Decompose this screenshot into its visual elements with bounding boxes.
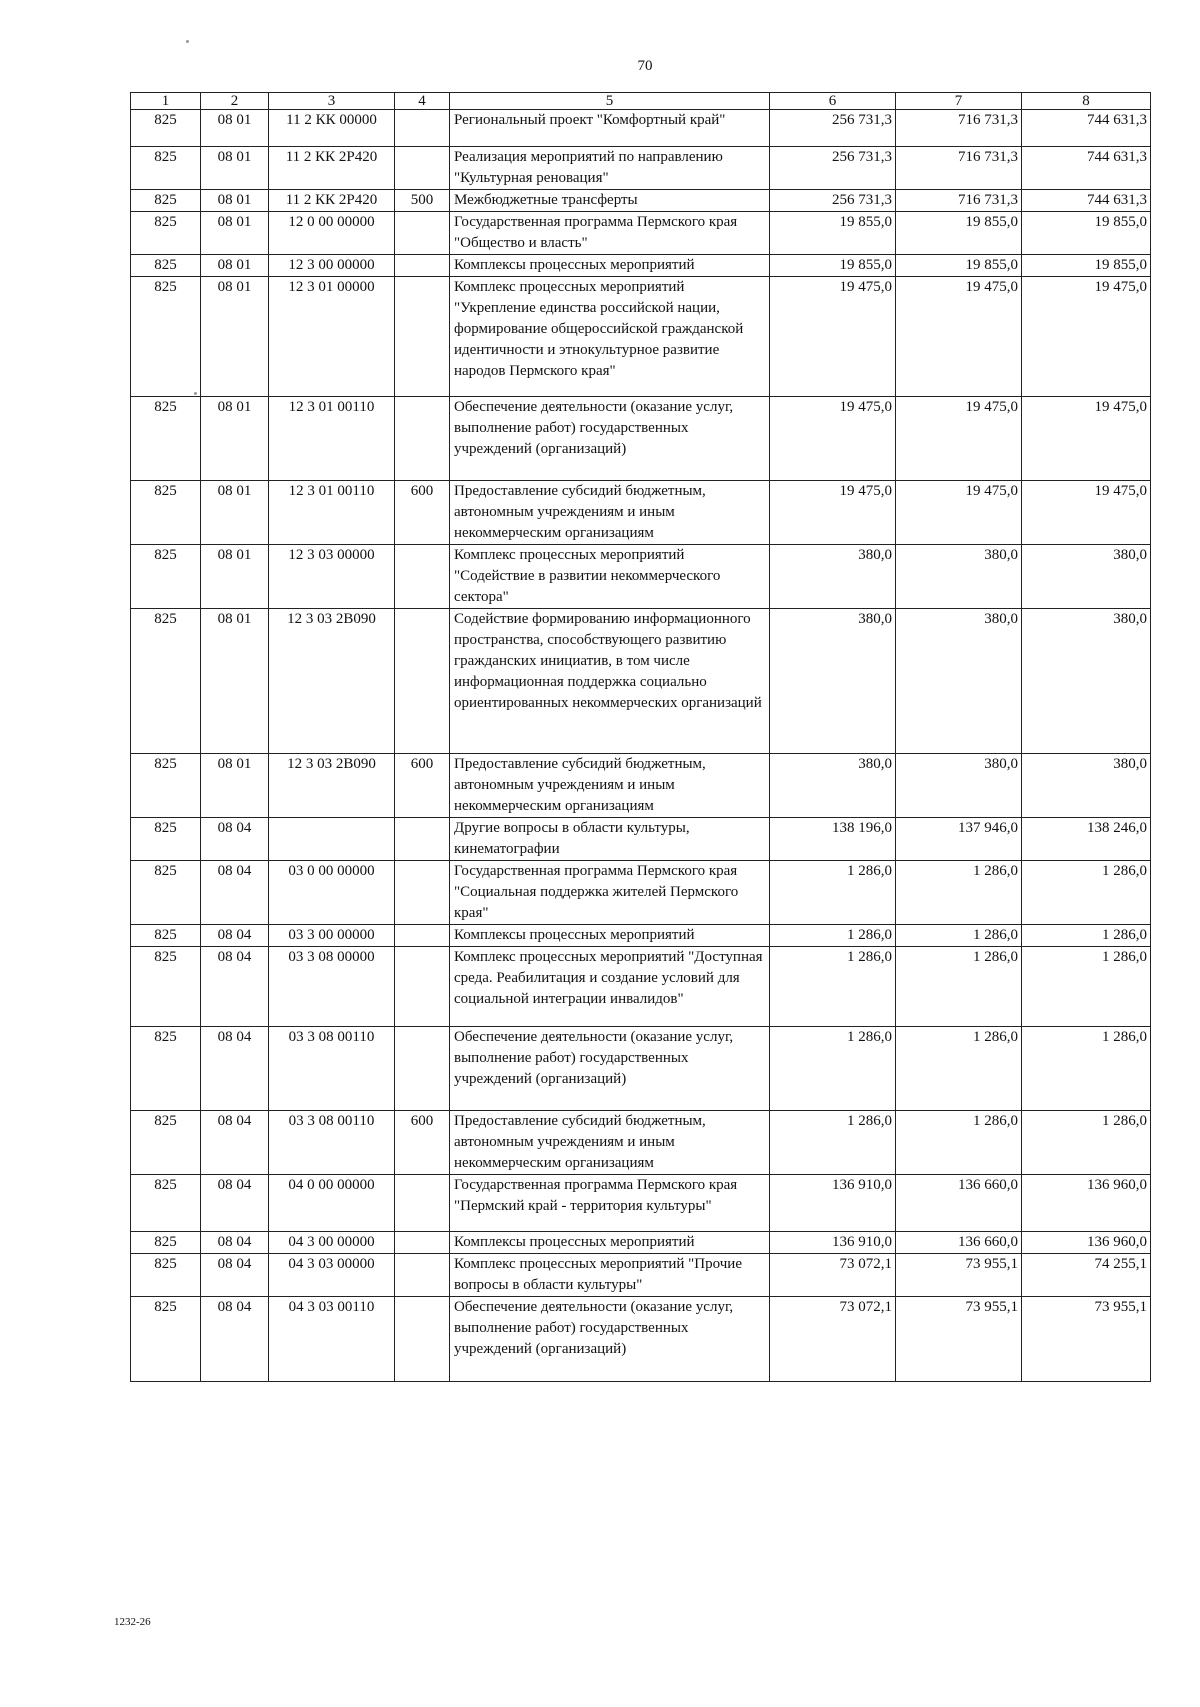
section-code-cell: 08 01	[201, 277, 269, 397]
amount-year1-cell: 1 286,0	[770, 1111, 896, 1175]
description-cell: Обеспечение деятельности (оказание услуг, выполнение работ) государственных учреждений (организаций)	[450, 397, 770, 481]
amount-year1-cell: 256 731,3	[770, 190, 896, 212]
scan-speck	[194, 392, 197, 395]
amount-year3-cell: 1 286,0	[1022, 1027, 1151, 1111]
description-cell: Комплекс процессных мероприятий "Содействие в развитии некоммерческого сектора"	[450, 545, 770, 609]
amount-year2-cell: 380,0	[896, 754, 1022, 818]
description-cell: Региональный проект "Комфортный край"	[450, 110, 770, 147]
admin-code-cell: 825	[131, 397, 201, 481]
amount-year3-cell: 136 960,0	[1022, 1175, 1151, 1232]
description-cell: Обеспечение деятельности (оказание услуг, выполнение работ) государственных учреждений (организаций)	[450, 1297, 770, 1382]
section-code-cell: 08 04	[201, 1111, 269, 1175]
section-code-cell: 08 04	[201, 1232, 269, 1254]
table-row	[131, 110, 1151, 147]
admin-code-cell: 825	[131, 147, 201, 190]
target-code-cell: 11 2 КК 2Р420	[269, 190, 395, 212]
amount-year2-cell: 73 955,1	[896, 1254, 1022, 1297]
admin-code-cell: 825	[131, 110, 201, 147]
admin-code-cell: 825	[131, 545, 201, 609]
section-code-cell: 08 04	[201, 925, 269, 947]
description-cell: Предоставление субсидий бюджетным, автономным учреждениям и иным некоммерческим организациям	[450, 1111, 770, 1175]
target-code-cell: 04 3 00 00000	[269, 1232, 395, 1254]
section-code-cell: 08 04	[201, 1175, 269, 1232]
description-cell: Комплексы процессных мероприятий	[450, 255, 770, 277]
section-code-cell: 08 01	[201, 212, 269, 255]
amount-year2-cell: 73 955,1	[896, 1297, 1022, 1382]
amount-year3-cell: 73 955,1	[1022, 1297, 1151, 1382]
amount-year3-cell: 138 246,0	[1022, 818, 1151, 861]
expense-type-cell	[395, 861, 450, 925]
section-code-cell: 08 01	[201, 545, 269, 609]
expense-type-cell	[395, 818, 450, 861]
description-cell: Государственная программа Пермского края "Социальная поддержка жителей Пермского края"	[450, 861, 770, 925]
amount-year2-cell: 19 855,0	[896, 212, 1022, 255]
expense-type-cell	[395, 1254, 450, 1297]
expense-type-cell: 600	[395, 1111, 450, 1175]
target-code-cell: 03 3 08 00110	[269, 1111, 395, 1175]
table-row	[131, 925, 1151, 947]
amount-year1-cell: 73 072,1	[770, 1254, 896, 1297]
admin-code-cell: 825	[131, 861, 201, 925]
header-cell-6: 6	[770, 93, 896, 110]
table-row	[131, 754, 1151, 818]
amount-year3-cell: 19 475,0	[1022, 481, 1151, 545]
amount-year3-cell: 1 286,0	[1022, 1111, 1151, 1175]
admin-code-cell: 825	[131, 190, 201, 212]
table-header	[131, 93, 1151, 110]
expense-type-cell	[395, 147, 450, 190]
table-row	[131, 255, 1151, 277]
amount-year2-cell: 136 660,0	[896, 1232, 1022, 1254]
amount-year3-cell: 19 475,0	[1022, 277, 1151, 397]
amount-year1-cell: 1 286,0	[770, 947, 896, 1027]
table-row	[131, 1254, 1151, 1297]
amount-year1-cell: 380,0	[770, 609, 896, 754]
amount-year3-cell: 1 286,0	[1022, 947, 1151, 1027]
description-cell: Комплекс процессных мероприятий "Укрепление единства российской нации, формирование общероссийской гражданской идентичности и этнокультурное развитие народов Пермского края"	[450, 277, 770, 397]
amount-year1-cell: 380,0	[770, 545, 896, 609]
section-code-cell: 08 01	[201, 190, 269, 212]
amount-year3-cell: 744 631,3	[1022, 190, 1151, 212]
admin-code-cell: 825	[131, 212, 201, 255]
description-cell: Комплекс процессных мероприятий "Прочие вопросы в области культуры"	[450, 1254, 770, 1297]
scan-speck	[186, 40, 189, 43]
amount-year3-cell: 380,0	[1022, 545, 1151, 609]
description-cell: Комплекс процессных мероприятий "Доступная среда. Реабилитация и создание условий для социальной интеграции инвалидов"	[450, 947, 770, 1027]
amount-year3-cell: 380,0	[1022, 609, 1151, 754]
section-code-cell: 08 04	[201, 947, 269, 1027]
section-code-cell: 08 01	[201, 255, 269, 277]
document-code: 1232-26	[114, 1616, 151, 1628]
expense-type-cell: 600	[395, 481, 450, 545]
target-code-cell: 12 3 01 00110	[269, 481, 395, 545]
target-code-cell: 03 0 00 00000	[269, 861, 395, 925]
section-code-cell: 08 01	[201, 397, 269, 481]
section-code-cell: 08 01	[201, 609, 269, 754]
header-cell-2: 2	[201, 93, 269, 110]
section-code-cell: 08 01	[201, 481, 269, 545]
expense-type-cell: 600	[395, 754, 450, 818]
table-row	[131, 1175, 1151, 1232]
section-code-cell: 08 04	[201, 1027, 269, 1111]
expense-type-cell	[395, 277, 450, 397]
description-cell: Межбюджетные трансферты	[450, 190, 770, 212]
expense-type-cell	[395, 1027, 450, 1111]
admin-code-cell: 825	[131, 925, 201, 947]
amount-year1-cell: 1 286,0	[770, 861, 896, 925]
expense-type-cell	[395, 255, 450, 277]
section-code-cell: 08 01	[201, 110, 269, 147]
amount-year2-cell: 19 475,0	[896, 481, 1022, 545]
admin-code-cell: 825	[131, 754, 201, 818]
table-row	[131, 1297, 1151, 1382]
table-row	[131, 609, 1151, 754]
target-code-cell: 04 3 03 00000	[269, 1254, 395, 1297]
header-cell-1: 1	[131, 93, 201, 110]
expense-type-cell: 500	[395, 190, 450, 212]
description-cell: Обеспечение деятельности (оказание услуг, выполнение работ) государственных учреждений (организаций)	[450, 1027, 770, 1111]
amount-year1-cell: 19 475,0	[770, 397, 896, 481]
table-row	[131, 397, 1151, 481]
header-cell-4: 4	[395, 93, 450, 110]
amount-year1-cell: 1 286,0	[770, 1027, 896, 1111]
description-cell: Государственная программа Пермского края "Общество и власть"	[450, 212, 770, 255]
section-code-cell: 08 04	[201, 818, 269, 861]
table-row	[131, 1232, 1151, 1254]
admin-code-cell: 825	[131, 1232, 201, 1254]
expense-type-cell	[395, 212, 450, 255]
amount-year2-cell: 716 731,3	[896, 190, 1022, 212]
target-code-cell: 04 0 00 00000	[269, 1175, 395, 1232]
target-code-cell: 12 3 00 00000	[269, 255, 395, 277]
amount-year2-cell: 1 286,0	[896, 925, 1022, 947]
target-code-cell: 12 3 03 00000	[269, 545, 395, 609]
header-cell-8: 8	[1022, 93, 1151, 110]
table-row	[131, 861, 1151, 925]
amount-year3-cell: 744 631,3	[1022, 147, 1151, 190]
target-code-cell: 11 2 КК 2Р420	[269, 147, 395, 190]
table-body	[131, 110, 1151, 1382]
expense-type-cell	[395, 947, 450, 1027]
amount-year1-cell: 19 855,0	[770, 212, 896, 255]
target-code-cell: 12 3 03 2В090	[269, 609, 395, 754]
section-code-cell: 08 01	[201, 147, 269, 190]
expense-type-cell	[395, 1297, 450, 1382]
target-code-cell: 11 2 КК 00000	[269, 110, 395, 147]
amount-year3-cell: 74 255,1	[1022, 1254, 1151, 1297]
target-code-cell	[269, 818, 395, 861]
admin-code-cell: 825	[131, 481, 201, 545]
admin-code-cell: 825	[131, 947, 201, 1027]
expense-type-cell	[395, 1175, 450, 1232]
target-code-cell: 03 3 08 00110	[269, 1027, 395, 1111]
amount-year1-cell: 380,0	[770, 754, 896, 818]
header-cell-7: 7	[896, 93, 1022, 110]
amount-year2-cell: 19 475,0	[896, 277, 1022, 397]
expense-type-cell	[395, 545, 450, 609]
expense-type-cell	[395, 925, 450, 947]
amount-year1-cell: 1 286,0	[770, 925, 896, 947]
amount-year3-cell: 744 631,3	[1022, 110, 1151, 147]
amount-year2-cell: 1 286,0	[896, 947, 1022, 1027]
amount-year2-cell: 380,0	[896, 545, 1022, 609]
budget-table-container	[130, 92, 1150, 1382]
table-row	[131, 947, 1151, 1027]
table-row	[131, 147, 1151, 190]
admin-code-cell: 825	[131, 277, 201, 397]
amount-year1-cell: 19 855,0	[770, 255, 896, 277]
admin-code-cell: 825	[131, 1175, 201, 1232]
amount-year2-cell: 136 660,0	[896, 1175, 1022, 1232]
description-cell: Комплексы процессных мероприятий	[450, 925, 770, 947]
admin-code-cell: 825	[131, 1111, 201, 1175]
page-number: 70	[637, 58, 653, 74]
expense-type-cell	[395, 397, 450, 481]
description-cell: Государственная программа Пермского края "Пермский край - территория культуры"	[450, 1175, 770, 1232]
amount-year1-cell: 19 475,0	[770, 277, 896, 397]
description-cell: Содействие формированию информационного пространства, способствующего развитию гражданских инициатив, в том числе информационная поддержка социально ориентированных некоммерческих организаций	[450, 609, 770, 754]
amount-year2-cell: 19 855,0	[896, 255, 1022, 277]
section-code-cell: 08 01	[201, 754, 269, 818]
budget-table	[130, 92, 1151, 1382]
admin-code-cell: 825	[131, 818, 201, 861]
target-code-cell: 12 3 03 2В090	[269, 754, 395, 818]
description-cell: Другие вопросы в области культуры, кинематографии	[450, 818, 770, 861]
amount-year2-cell: 1 286,0	[896, 1111, 1022, 1175]
description-cell: Комплексы процессных мероприятий	[450, 1232, 770, 1254]
amount-year2-cell: 137 946,0	[896, 818, 1022, 861]
amount-year1-cell: 136 910,0	[770, 1175, 896, 1232]
admin-code-cell: 825	[131, 1297, 201, 1382]
target-code-cell: 03 3 00 00000	[269, 925, 395, 947]
admin-code-cell: 825	[131, 1254, 201, 1297]
target-code-cell: 04 3 03 00110	[269, 1297, 395, 1382]
admin-code-cell: 825	[131, 1027, 201, 1111]
amount-year2-cell: 1 286,0	[896, 1027, 1022, 1111]
amount-year2-cell: 19 475,0	[896, 397, 1022, 481]
amount-year1-cell: 73 072,1	[770, 1297, 896, 1382]
amount-year1-cell: 138 196,0	[770, 818, 896, 861]
section-code-cell: 08 04	[201, 1254, 269, 1297]
amount-year2-cell: 1 286,0	[896, 861, 1022, 925]
amount-year3-cell: 1 286,0	[1022, 925, 1151, 947]
amount-year1-cell: 256 731,3	[770, 147, 896, 190]
target-code-cell: 12 3 01 00000	[269, 277, 395, 397]
table-row	[131, 1027, 1151, 1111]
section-code-cell: 08 04	[201, 861, 269, 925]
description-cell: Предоставление субсидий бюджетным, автономным учреждениям и иным некоммерческим организациям	[450, 754, 770, 818]
table-row	[131, 190, 1151, 212]
amount-year1-cell: 256 731,3	[770, 110, 896, 147]
table-row	[131, 277, 1151, 397]
description-cell: Реализация мероприятий по направлению "Культурная реновация"	[450, 147, 770, 190]
amount-year3-cell: 19 855,0	[1022, 255, 1151, 277]
expense-type-cell	[395, 1232, 450, 1254]
table-row	[131, 1111, 1151, 1175]
section-code-cell: 08 04	[201, 1297, 269, 1382]
amount-year3-cell: 1 286,0	[1022, 861, 1151, 925]
target-code-cell: 12 3 01 00110	[269, 397, 395, 481]
expense-type-cell	[395, 609, 450, 754]
amount-year3-cell: 380,0	[1022, 754, 1151, 818]
description-cell: Предоставление субсидий бюджетным, автономным учреждениям и иным некоммерческим организациям	[450, 481, 770, 545]
table-row	[131, 545, 1151, 609]
amount-year1-cell: 19 475,0	[770, 481, 896, 545]
header-row	[131, 93, 1151, 110]
amount-year2-cell: 716 731,3	[896, 110, 1022, 147]
amount-year2-cell: 716 731,3	[896, 147, 1022, 190]
amount-year2-cell: 380,0	[896, 609, 1022, 754]
target-code-cell: 03 3 08 00000	[269, 947, 395, 1027]
admin-code-cell: 825	[131, 609, 201, 754]
header-cell-5: 5	[450, 93, 770, 110]
header-cell-3: 3	[269, 93, 395, 110]
amount-year3-cell: 136 960,0	[1022, 1232, 1151, 1254]
amount-year3-cell: 19 855,0	[1022, 212, 1151, 255]
admin-code-cell: 825	[131, 255, 201, 277]
amount-year1-cell: 136 910,0	[770, 1232, 896, 1254]
expense-type-cell	[395, 110, 450, 147]
target-code-cell: 12 0 00 00000	[269, 212, 395, 255]
table-row	[131, 818, 1151, 861]
table-row	[131, 481, 1151, 545]
table-row	[131, 212, 1151, 255]
amount-year3-cell: 19 475,0	[1022, 397, 1151, 481]
